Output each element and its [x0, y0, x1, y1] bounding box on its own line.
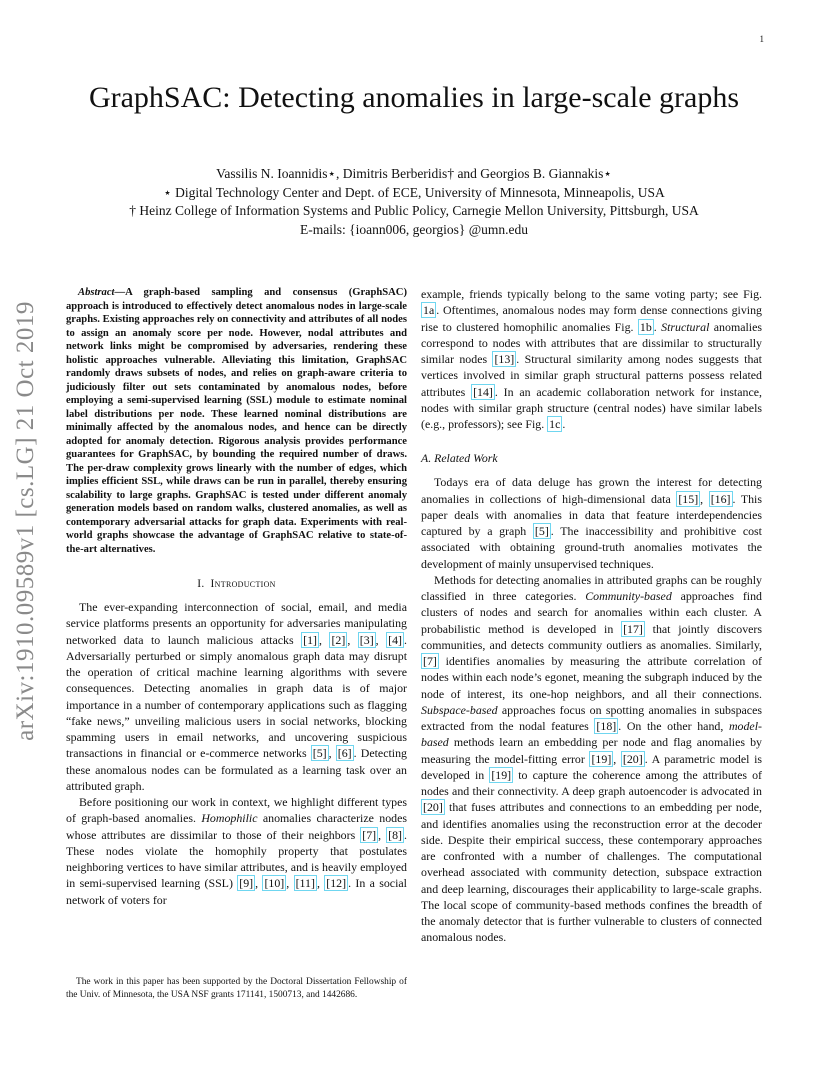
section-title: Introduction — [210, 578, 276, 590]
citation-link[interactable]: [1] — [303, 632, 317, 647]
text-run: , — [613, 751, 621, 766]
text-run: . These nodes violate the homophily property that postulates neighboring vertices to have similar attributes, and is heavily employed in semi-supervised learning (SSL) — [66, 827, 407, 891]
author-names: Vassilis N. Ioannidis⋆, Dimitris Berberidis† and Georgios B. Giannakis⋆ — [216, 166, 612, 181]
citation-link[interactable]: [7] — [423, 654, 437, 668]
text-run: . — [562, 417, 566, 431]
author-emails: E-mails: {ioann006, georgios} @umn.edu — [300, 221, 528, 237]
citation-link[interactable]: [12] — [326, 876, 347, 891]
citation-link[interactable]: [11] — [295, 876, 315, 891]
text-run: . The inaccessibility and prohibitive cost associated with obtaining ground-truth anomalies motivates the development of mainly unsupervised techniques. — [421, 524, 762, 571]
text-run: Before positioning our work in context, we highlight different types of graph-based anomalies. — [66, 795, 407, 826]
text-run: methods learn an embedding per node and flag anomalies by measuring the model-fitting error — [421, 735, 762, 766]
text-run: Todays era of data deluge has grown the interest for detecting anomalies in collections of high-dimensional data — [421, 475, 762, 506]
text-run: . In a social network of voters for — [66, 876, 407, 907]
intro-paragraph-1 — [66, 599, 407, 794]
subsection-heading-related-work — [421, 451, 762, 466]
emphasis: Structural — [661, 319, 710, 334]
citation-link[interactable]: [15] — [678, 491, 699, 506]
citation-link[interactable]: [2] — [331, 632, 346, 647]
text-run: example, friends typically belong to the same voting party; see Fig. — [421, 287, 762, 301]
figure-link[interactable]: 1a — [423, 303, 435, 318]
citation-link[interactable]: [19] — [491, 767, 512, 782]
text-run: to capture the coherence among the attributes of nodes and their connectivity. A deep graph autoencoder is advocated in — [421, 767, 762, 798]
related-paragraph-2 — [421, 572, 762, 946]
text-run: , — [700, 491, 709, 506]
text-run: , — [378, 827, 387, 842]
citation-link[interactable]: [7] — [362, 827, 377, 842]
text-run: . Detecting these anomalous nodes can be formulated as a learning task over an attributed graph. — [66, 746, 407, 793]
page-number: 1 — [759, 34, 764, 44]
citation-link[interactable]: [5] — [534, 524, 549, 538]
text-run: . — [653, 319, 662, 334]
text-run: that jointly discovers communities, and detects community outliers as anomalies. Similarly, — [421, 621, 763, 652]
text-run: , — [328, 746, 336, 761]
text-run: . Oftentimes, anomalous nodes may form dense connections giving rise to clustered homophilic anomalies Fig. — [421, 303, 762, 334]
section-number: I. — [197, 578, 205, 590]
text-run: , — [347, 632, 358, 647]
affiliation-cmu: † Heinz College of Information Systems and Public Policy, Carnegie Mellon University, Pittsburgh, USA — [129, 203, 699, 218]
citation-link[interactable]: [20] — [423, 800, 443, 815]
citation-link[interactable]: [20] — [622, 751, 643, 766]
figure-link[interactable]: 1c — [549, 417, 561, 431]
citation-link[interactable]: [14] — [473, 384, 493, 399]
citation-link[interactable]: [8] — [388, 827, 403, 842]
intro-paragraph-continued — [421, 286, 762, 432]
citation-link[interactable]: [9] — [239, 876, 254, 891]
arxiv-stamp — [4, 286, 48, 756]
abstract — [66, 286, 407, 556]
text-run: . This paper deals with anomalies in data that feature interdependencies captured by a graph — [421, 491, 762, 538]
abstract-text: —A graph-based sampling and consensus (GraphSAC) approach is introduced to effectively detect anomalous nodes in large-scale graphs. Existing approaches rely on connectivity and attributes of all nodes to assign an anomaly score per node. However, nodal attributes and network links might be compromised by adversaries, rendering these holistic approaches vulnerable. Alleviating this limitation, GraphSAC randomly draws subsets of nodes, and relies on graph-aware criteria to judiciously filter out sets contaminated by anomalous nodes, before employing a semi-supervised learning (SSL) module to estimate nominal label distributions per node. These learned nominal distributions are minimally affected by the anomalous nodes, and hence can be directly adopted for anomaly detection. Rigorous analysis provides performance guarantees for GraphSAC, by bounding the required number of draws. The per-draw complexity grows linearly with the number of edges, which implies efficient SSL, while draws can be run in parallel, thereby ensuring scalability to large graphs. GraphSAC is tested under different anomaly generation models based on random walks, clustered anomalies, as well as contemporary adversarial attacks for graph data. Experiments with real-world graphs showcase the advantage of GraphSAC relative to state-of-the-art alternatives. — [66, 287, 407, 555]
affiliation-umn: ⋆ Digital Technology Center and Dept. of ECE, University of Minnesota, Minneapolis, USA — [163, 184, 665, 200]
text-run: . Adversarially perturbed or simply anomalous graph data may disrupt the operation of critical machine learning algorithms with severe consequences. Detecting anomalies in graph data is of major importance in a number of contemporary applications such as flagging “fake news,” unveiling malicious users in social networks, blocking spamming users in email networks, and uncovering suspicious transactions in financial or e-commerce networks — [66, 632, 407, 761]
text-run: Methods for detecting anomalies in attributed graphs can be roughly classified in three categories. — [421, 572, 762, 603]
citation-link[interactable]: [4] — [388, 632, 403, 647]
text-run: The ever-expanding interconnection of social, email, and media service platforms presents an opportunity for adversaries manipulating networked data to launch malicious attacks — [66, 600, 407, 647]
citation-link[interactable]: [18] — [596, 719, 617, 733]
subsection-title: Related Work — [434, 451, 498, 466]
text-run: , — [316, 876, 325, 891]
text-run: anomalies characterize nodes whose attributes are dissimilar to those of their neighbors — [66, 811, 408, 842]
citation-link[interactable]: [5] — [312, 746, 327, 761]
emphasis: Community-based — [585, 589, 672, 603]
emphasis: Subspace-based — [421, 702, 498, 717]
citation-link[interactable]: [6] — [337, 746, 352, 761]
text-run: , — [375, 632, 387, 647]
text-run: , — [286, 876, 294, 891]
author-block — [60, 165, 768, 239]
footnote: The work in this paper has been supported by the Doctoral Dissertation Fellowship of the Univ. of Minnesota, the USA NSF grants 171141, 1500713, and 1442686. — [66, 977, 407, 1000]
emphasis: Homophilic — [201, 811, 258, 826]
emphasis: model-based — [421, 719, 762, 750]
text-run: . On the other hand, — [618, 719, 729, 733]
citation-link[interactable]: [13] — [494, 352, 515, 366]
text-run: . Structural similarity among nodes suggests that vertices involved in similar graph structural patterns possess related attributes — [421, 352, 762, 399]
text-run: identifies anomalies by measuring the attribute correlation of nodes within each node’s egonet, meaning the subgraph induced by the node of interest, its one-hop neighbors, and all their connections. — [421, 654, 762, 701]
citation-link[interactable]: [10] — [264, 876, 285, 891]
section-heading-introduction — [66, 578, 407, 590]
text-run: . A parametric model is developed in — [421, 751, 763, 782]
text-run: approaches focus on spotting anomalies in subspaces extracted from the nodal features — [421, 702, 762, 733]
arxiv-stamp-text: arXiv:1910.09589v1 [cs.LG] 21 Oct 2019 — [12, 301, 39, 741]
left-column — [66, 286, 407, 908]
paper-title: GraphSAC: Detecting anomalies in large-scale graphs — [88, 81, 740, 114]
text-run: approaches find clusters of nodes and search for anomalies within each cluster. A probabilistic method is developed in — [421, 589, 762, 636]
text-run: . In an academic collaboration network for instance, nodes with similar graph structure (central nodes) have similar labels (e.g., professors); see Fig. — [421, 384, 762, 431]
citation-link[interactable]: [3] — [359, 632, 374, 647]
subsection-letter: A. — [421, 451, 432, 466]
text-run: that fuses attributes and connections to an embedding per node, and identifies anomalies using the reconstruction error at the decoder side. Despite their empirical success, these contemporary approaches are confronted with a number of challenges. The computational overhead associated with community detection, subspace extraction and deep learning, discourages their applicability to large-scale graphs. The local scope of community-based methods confines the breadth of the anomaly detector that is further vulnerable to clusters of connected anomalous nodes. — [421, 800, 762, 945]
text-run: , — [318, 632, 330, 647]
text-run: anomalies correspond to nodes with attributes that are dissimilar to structurally similar nodes — [421, 319, 762, 366]
related-paragraph-1 — [421, 474, 762, 572]
citation-link[interactable]: [17] — [623, 621, 643, 636]
right-column — [421, 286, 762, 946]
text-run: , — [255, 876, 263, 891]
intro-paragraph-2 — [66, 794, 407, 908]
abstract-label: Abstract — [78, 287, 115, 298]
figure-link[interactable]: 1b — [639, 319, 652, 334]
citation-link[interactable]: [19] — [591, 751, 612, 766]
citation-link[interactable]: [16] — [710, 491, 731, 506]
